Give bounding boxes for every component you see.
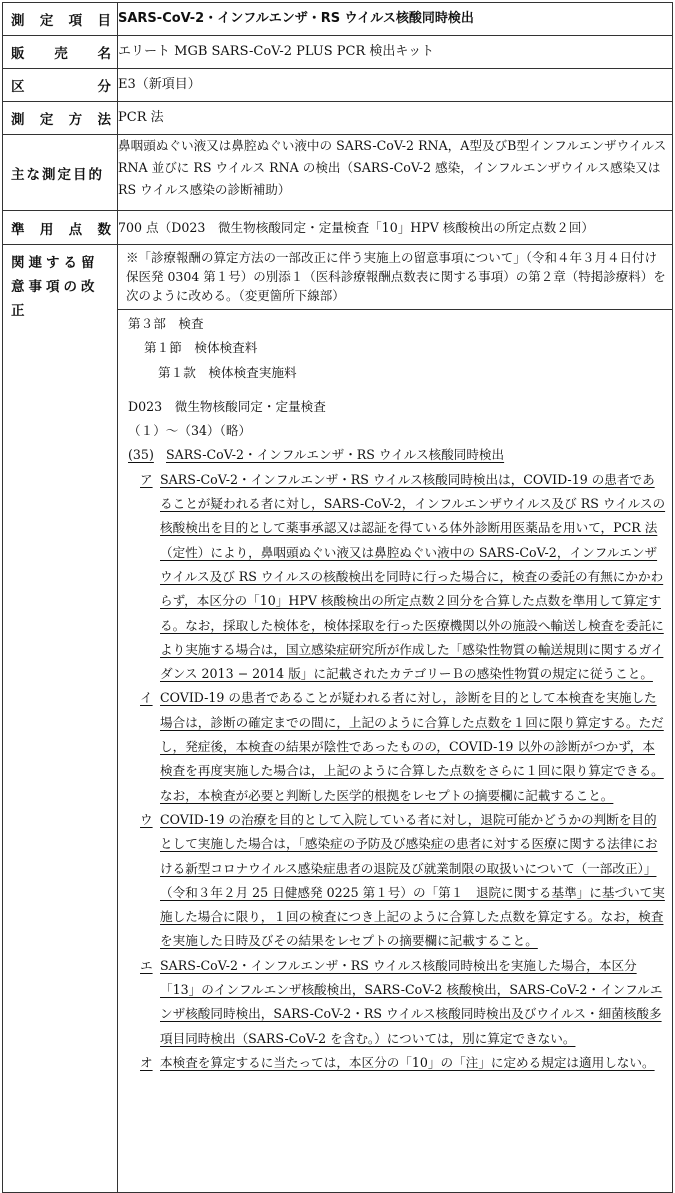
label-char: 用 bbox=[39, 221, 54, 238]
label-method bbox=[3, 102, 118, 135]
section-heading: 第１節 検体検査料 bbox=[144, 340, 258, 356]
subitem-text: COVID-19 の患者であることが疑われる者に対し，診断を目的として本検査を実施した場合は，診断の確定までの間に，上記のように合算した点数を１回に限り算定する。ただし，発症後，本検査の結果が陰性であったものの，COVID-19 以外の診断がつかず，本検査を再度実施した場合は，上記のように合算した点数をさらに１回に限り算定できる。なお，本検査が必要と判断した医学的根拠をレセプトの摘要欄に記載すること。 bbox=[160, 690, 664, 803]
revision-note-cell bbox=[118, 245, 673, 310]
label-char: 準 bbox=[11, 221, 25, 238]
label-char: 目 bbox=[97, 13, 111, 29]
label-char: 方 bbox=[68, 112, 83, 128]
revision-label-text: 関連する留意事項の改正 bbox=[11, 255, 99, 319]
label-char: 売 bbox=[54, 46, 68, 62]
revision-body bbox=[118, 310, 672, 1075]
subitem-i bbox=[128, 686, 666, 807]
purpose-value: 鼻咽頭ぬぐい液又は鼻腔ぬぐい液中の SARS-CoV-2 RNA，A型及びB型インフルエンザウイルス RNA 並びに RS ウイルス RNA の検出（SARS-CoV-2 感染，インフルエンザウイルス感染又は RS ウイルス感染の診断補助） bbox=[118, 135, 673, 211]
subitem-mark: ア bbox=[140, 471, 153, 487]
subitem-text: COVID-19 の治療を目的として入院している者に対し，退院可能かどうかの判断を目的として実施した場合は，「感染症の予防及び感染症の患者に対する医療に関する法律における新型コロナウイルス感染症患者の退院及び就業制限の取扱いについて（一部改正）」（令和３年２月 25 日健感発 0225 第１号）の「第１ 退院に関する基準」に基づいて実施した場合に限り，１回の検査につき上記のように合算した点数を算定する。なお，検査を実施した日時及びその結果をレセプトの摘要欄に記載すること。 bbox=[160, 811, 665, 949]
label-char: 項 bbox=[68, 13, 83, 29]
label-char: 法 bbox=[97, 112, 111, 128]
subitem-e bbox=[128, 954, 666, 1051]
item-number: (35) bbox=[128, 447, 154, 463]
label-revision bbox=[3, 245, 118, 1193]
product-name-value: エリート MGB SARS-CoV-2 PLUS PCR 検出キット bbox=[118, 36, 673, 69]
subitem-text: SARS-CoV-2・インフルエンザ・RS ウイルス核酸同時検出は，COVID-19 の患者であることが疑われる者に対し，SARS-CoV-2，インフルエンザウイルス及び RS ウイルスの核酸検出を目的として薬事承認又は認証を得ている体外診断用医薬品を用いて，PCR 法（定性）により，鼻咽頭ぬぐい液又は鼻腔ぬぐい液中の SARS-CoV-2，インフルエンザウイルス及び RS ウイルスの核酸検出を同時に行った場合に，検査の委託の有無にかかわらず，本区分の「10」HPV 核酸検出の所定点数２回分を合算した点数を準用して算定する。なお，採取した検体を，検体採取を行った医療機関以外の施設へ輸送し検査を委託により実施する場合は，国立感染症研究所が作成した「感染性物質の輸送規則に関するガイダンス 2013 − 2014 版」に記載されたカテゴリーＢの感染性物質の規定に従うこと。 bbox=[160, 471, 666, 682]
item-35-heading bbox=[128, 443, 666, 467]
revision-note: ※「診療報酬の算定方法の一部改正に伴う実施上の留意事項について」（令和４年３月４日付け保医発 0304 第１号）の別添１（医科診療報酬点数表に関する事項）の第２章（特掲診療料）を次のように改める。（変更箇所下線部） bbox=[126, 250, 666, 303]
purpose-label-text: 主な測定目的 bbox=[11, 166, 104, 183]
label-category bbox=[3, 69, 118, 102]
label-char: 定 bbox=[39, 112, 54, 128]
subitem-mark: オ bbox=[140, 1054, 153, 1070]
label-char: 定 bbox=[39, 13, 54, 29]
label-char: 点 bbox=[68, 221, 83, 238]
subitem-mark: イ bbox=[140, 690, 153, 706]
label-product-name bbox=[3, 36, 118, 69]
subitem-text: 本検査を算定するに当たっては，本区分の「10」の「注」に定める規定は適用しない。 bbox=[160, 1054, 655, 1070]
label-char: 区 bbox=[11, 79, 25, 95]
label-char: 数 bbox=[97, 221, 111, 238]
measurement-item-value: SARS-CoV-2・インフルエンザ・RS ウイルス核酸同時検出 bbox=[118, 3, 673, 36]
subitem-u bbox=[128, 808, 666, 954]
subitem-a bbox=[128, 468, 666, 687]
part-heading: 第３部 検査 bbox=[128, 316, 204, 331]
article-heading: 第１款 検体検査実施料 bbox=[158, 364, 297, 380]
subitem-mark: エ bbox=[140, 957, 153, 973]
label-char: 測 bbox=[11, 13, 25, 29]
subitem-mark: ウ bbox=[140, 811, 153, 827]
subitem-o bbox=[128, 1051, 666, 1075]
subitem-text: SARS-CoV-2・インフルエンザ・RS ウイルス核酸同時検出を実施した場合，本区分「13」のインフルエンザ核酸検出，SARS-CoV-2 核酸検出，SARS-CoV-2・インフルエンザ核酸同時検出，SARS-CoV-2・RS ウイルス核酸同時検出及びウイルス・細菌核酸多項目同時検出（SARS-CoV-2 を含む。）については，別に算定できない。 bbox=[160, 957, 663, 1046]
method-value: PCR 法 bbox=[118, 102, 673, 135]
item-title: SARS-CoV-2・インフルエンザ・RS ウイルス核酸同時検出 bbox=[166, 447, 505, 463]
category-value: E3（新項目） bbox=[118, 69, 673, 102]
label-points bbox=[3, 211, 118, 245]
document-table bbox=[2, 2, 673, 1193]
range-text: （１）～（34）（略） bbox=[128, 423, 252, 439]
label-char: 測 bbox=[11, 112, 25, 128]
label-char: 販 bbox=[11, 46, 25, 62]
label-purpose bbox=[3, 135, 118, 211]
points-value: 700 点（D023 微生物核酸同定・定量検査「10」HPV 核酸検出の所定点数２回） bbox=[118, 211, 673, 245]
revision-body-cell bbox=[118, 310, 673, 1193]
code-heading: D023 微生物核酸同定・定量検査 bbox=[128, 398, 326, 414]
label-char: 名 bbox=[97, 46, 111, 62]
label-measurement-item bbox=[3, 3, 118, 36]
label-char: 分 bbox=[97, 79, 111, 95]
